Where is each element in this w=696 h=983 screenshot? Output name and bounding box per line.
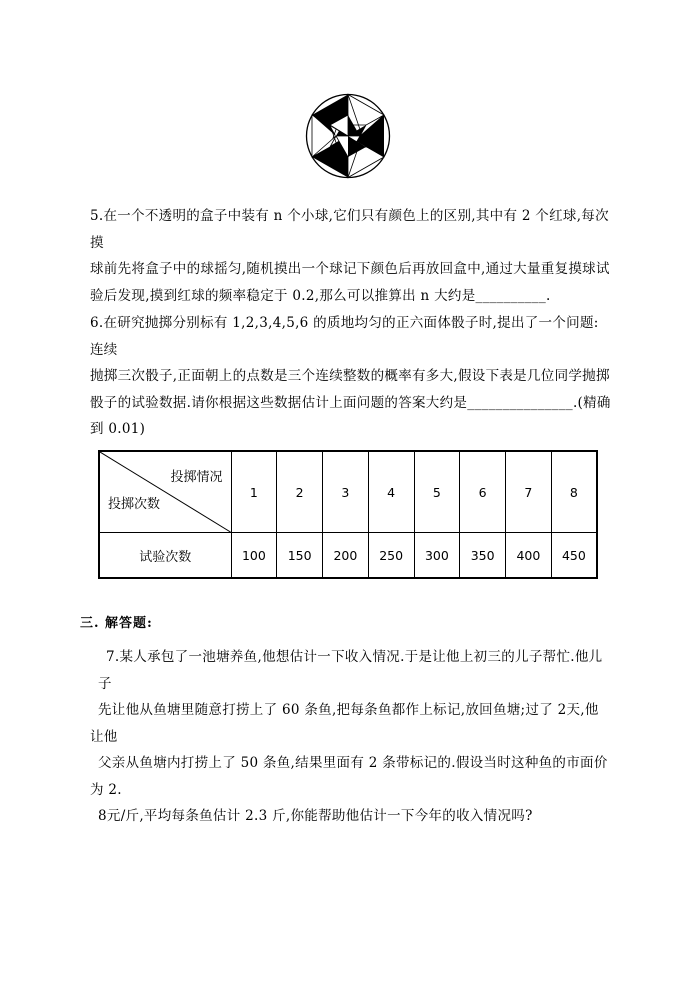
table-column-header: 1 xyxy=(231,451,277,533)
table-column-header: 2 xyxy=(277,451,323,533)
table-column-header: 3 xyxy=(323,451,369,533)
table-column-header: 4 xyxy=(368,451,414,533)
table-row xyxy=(99,533,597,579)
table-cell: 250 xyxy=(368,533,414,579)
table-column-header: 5 xyxy=(414,451,460,533)
table-column-header: 6 xyxy=(460,451,506,533)
diagonal-top-label: 投掷情况 xyxy=(170,470,223,485)
table-cell: 350 xyxy=(460,533,506,579)
table-cell: 200 xyxy=(323,533,369,579)
table-column-header: 7 xyxy=(506,451,552,533)
section-heading: 三. 解答题: xyxy=(80,616,153,631)
problem-7-line-2: 先让他从鱼塘里随意打捞上了 60 条鱼,把每条鱼都作上标记,放回鱼塘;过了 2天,他让他 xyxy=(90,702,599,745)
circle-triangle-figure xyxy=(305,93,391,179)
problem-5-line-3: 验后发现,摸到红球的频率稳定于 0.2,那么可以推算出 n 大约是__________. xyxy=(90,287,551,304)
table-column-header: 8 xyxy=(551,451,597,533)
diagonal-line xyxy=(100,452,231,532)
table-cell: 400 xyxy=(506,533,552,579)
problem-7-line-4: 8元/斤,平均每条鱼估计 2.3 斤,你能帮助他估计一下今年的收入情况吗? xyxy=(98,808,533,824)
table-cell: 450 xyxy=(551,533,597,579)
table-diagonal-header xyxy=(99,451,231,533)
problem-7-line-3: 父亲从鱼塘内打捞上了 50 条鱼,结果里面有 2 条带标记的.假设当时这种鱼的市面价为 2. xyxy=(90,755,608,798)
table-header-row xyxy=(99,451,597,533)
problem-5 xyxy=(90,203,612,309)
problem-7 xyxy=(90,644,612,830)
problem-6-line-1: 6.在研究抛掷分别标有 1,2,3,4,5,6 的质地均匀的正六面体骰子时,提出了一个问题:连续 xyxy=(90,315,599,358)
problem-7-line-1: 7.某人承包了一池塘养鱼,他想估计一下收入情况.于是让他上初三的儿子帮忙.他儿子 xyxy=(98,649,603,692)
problem-6-line-2: 抛掷三次骰子,正面朝上的点数是三个连续整数的概率有多大,假设下表是几位同学抛掷 xyxy=(90,368,610,384)
problem-6-line-3: 骰子的试验数据.请你根据这些数据估计上面问题的答案大约是_______________.(精确 xyxy=(90,394,611,411)
problem-5-line-2: 球前先将盒子中的球摇匀,随机摸出一个球记下颜色后再放回盒中,通过大量重复摸球试 xyxy=(90,261,610,277)
table-row-label: 试验次数 xyxy=(99,533,231,579)
problem-6 xyxy=(90,310,612,443)
dice-experiment-table xyxy=(98,450,598,577)
table-cell: 100 xyxy=(231,533,277,579)
problem-5-line-1: 5.在一个不透明的盒子中装有 n 个小球,它们只有颜色上的区别,其中有 2 个红球,每次摸 xyxy=(90,208,609,251)
problem-6-line-4: 到 0.01) xyxy=(90,421,146,437)
table-cell: 300 xyxy=(414,533,460,579)
diagonal-bottom-label: 投掷次数 xyxy=(108,497,161,512)
table-cell: 150 xyxy=(277,533,323,579)
